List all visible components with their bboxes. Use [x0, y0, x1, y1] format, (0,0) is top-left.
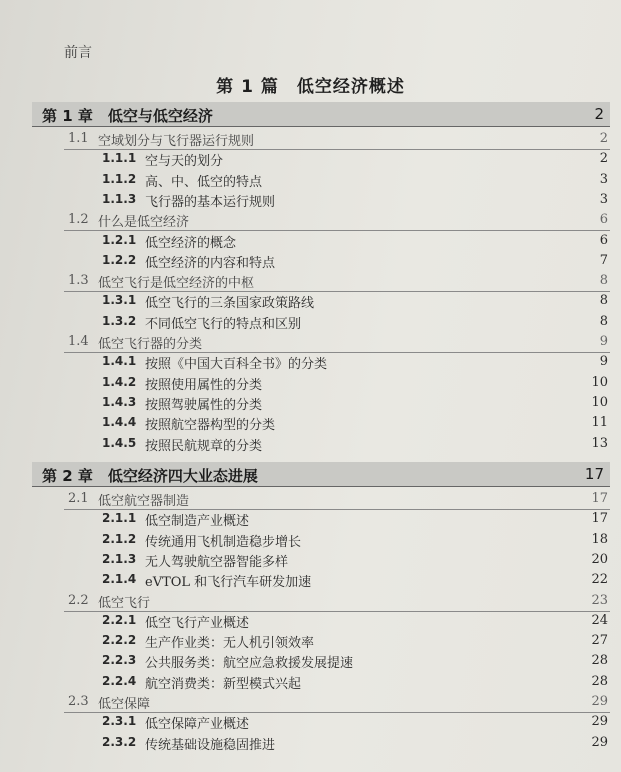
subsection-entry[interactable]	[0, 713, 610, 733]
subsection-number: 2.1.2	[102, 531, 137, 546]
subsection-title: 按照民航规章的分类	[145, 438, 263, 454]
subsection-title: 生产作业类：无人机引领效率	[145, 636, 315, 652]
subsection-title: 飞行器的基本运行规则	[145, 194, 276, 210]
page-number: 8	[599, 313, 608, 329]
subsection-title: 不同低空飞行的特点和区别	[145, 316, 302, 332]
preface-entry[interactable]: 前言	[64, 45, 92, 61]
subsection-number: 2.3.2	[102, 734, 137, 749]
section-number: 1.4	[68, 334, 89, 349]
section-title: 低空飞行	[98, 595, 151, 611]
subsection-number: 1.4.4	[102, 415, 137, 430]
subsection-entry[interactable]	[0, 252, 610, 272]
subsection-entry[interactable]	[0, 673, 610, 693]
page-number: 29	[591, 694, 608, 709]
page-number: 6	[599, 232, 608, 248]
page-number: 7	[599, 252, 608, 268]
subsection-entry[interactable]	[0, 191, 610, 211]
subsection-number: 2.2.2	[102, 633, 137, 648]
section-title: 低空飞行器的分类	[98, 337, 203, 352]
page-number: 3	[599, 171, 608, 187]
chapter-heading[interactable]	[32, 102, 610, 127]
page-number: 6	[599, 212, 608, 228]
page-number: 28	[591, 673, 608, 689]
subsection-entry[interactable]	[0, 510, 610, 530]
page-number: 29	[591, 734, 608, 750]
section-entry[interactable]	[0, 592, 610, 612]
section-title: 低空飞行是低空经济的中枢	[98, 276, 255, 292]
subsection-title: 航空消费类：新型模式兴起	[145, 676, 302, 692]
page-number: 2	[599, 151, 608, 167]
page-number: 27	[591, 633, 608, 649]
subsection-title: 低空经济的概念	[145, 235, 237, 251]
page-number: 17	[591, 511, 608, 527]
section-number: 2.1	[68, 491, 89, 506]
subsection-number: 2.2.1	[102, 612, 137, 627]
section-title: 空域划分与飞行器运行规则	[98, 134, 255, 149]
section-title: 低空航空器制造	[98, 494, 190, 509]
subsection-title: 按照《中国大百科全书》的分类	[145, 357, 328, 373]
subsection-number: 1.4.3	[102, 394, 137, 409]
subsection-number: 2.1.4	[102, 572, 137, 587]
subsection-entry[interactable]	[0, 150, 610, 170]
chapter-title: 第 2 章 低空经济四大业态进展	[42, 467, 258, 485]
subsection-number: 1.3.1	[102, 293, 137, 308]
subsection-entry[interactable]	[0, 531, 610, 551]
page-number: 18	[591, 531, 608, 547]
page-number: 2	[594, 105, 604, 123]
subsection-title: eVTOL 和飞行汽车研发加速	[145, 575, 312, 591]
subsection-number: 1.2.1	[102, 232, 137, 247]
subsection-title: 按照使用属性的分类	[145, 377, 263, 393]
section-entry[interactable]	[0, 333, 610, 353]
section-entry[interactable]	[0, 272, 610, 292]
subsection-entry[interactable]	[0, 353, 610, 373]
chapter-heading[interactable]	[32, 462, 610, 487]
subsection-title: 传统通用飞机制造稳步增长	[145, 534, 302, 550]
subsection-entry[interactable]	[0, 652, 610, 672]
subsection-number: 1.1.2	[102, 171, 137, 186]
section-entry[interactable]	[0, 211, 610, 231]
subsection-entry[interactable]	[0, 632, 610, 652]
subsection-number: 2.2.4	[102, 673, 137, 688]
page-number: 11	[591, 415, 608, 431]
subsection-entry[interactable]	[0, 313, 610, 333]
subsection-title: 按照航空器构型的分类	[145, 418, 276, 434]
section-entry[interactable]	[0, 130, 610, 150]
subsection-entry[interactable]	[0, 292, 610, 312]
subsection-number: 2.2.3	[102, 653, 137, 668]
subsection-entry[interactable]	[0, 171, 610, 191]
page-number: 8	[599, 293, 608, 309]
subsection-entry[interactable]	[0, 414, 610, 434]
subsection-number: 1.3.2	[102, 313, 137, 328]
section-title: 什么是低空经济	[98, 215, 190, 231]
subsection-title: 空与天的划分	[145, 154, 224, 170]
section-title: 低空保障	[98, 697, 151, 712]
subsection-entry[interactable]	[0, 374, 610, 394]
subsection-entry[interactable]	[0, 734, 610, 754]
part-title: 第 1 篇 低空经济概述	[216, 77, 405, 97]
page-number: 13	[591, 435, 608, 451]
subsection-entry[interactable]	[0, 232, 610, 252]
section-number: 2.2	[68, 592, 89, 608]
subsection-title: 低空保障产业概述	[145, 717, 250, 733]
subsection-title: 公共服务类：航空应急救援发展提速	[145, 656, 354, 672]
section-number: 2.3	[68, 694, 89, 709]
section-number: 1.1	[68, 131, 89, 146]
section-number: 1.2	[68, 212, 89, 228]
page-number: 17	[584, 465, 604, 483]
subsection-entry[interactable]	[0, 394, 610, 414]
page-number: 28	[591, 653, 608, 669]
section-entry[interactable]	[0, 693, 610, 713]
subsection-number: 1.4.1	[102, 354, 137, 369]
page-number: 23	[591, 592, 608, 608]
page-number: 2	[599, 131, 608, 146]
subsection-title: 传统基础设施稳固推进	[145, 737, 276, 753]
subsection-title: 高、中、低空的特点	[145, 174, 263, 190]
subsection-number: 1.2.2	[102, 252, 137, 267]
page-number: 8	[599, 273, 608, 289]
subsection-title: 按照驾驶属性的分类	[145, 397, 263, 413]
page-number: 20	[591, 551, 608, 567]
subsection-entry[interactable]	[0, 612, 610, 632]
page-number: 17	[591, 491, 608, 506]
page-number: 29	[591, 714, 608, 730]
page-number: 22	[591, 572, 608, 588]
subsection-number: 1.1.1	[102, 151, 137, 166]
section-entry[interactable]	[0, 490, 610, 510]
subsection-number: 1.4.2	[102, 374, 137, 389]
subsection-title: 低空飞行产业概述	[145, 615, 250, 631]
subsection-number: 1.1.3	[102, 191, 137, 206]
subsection-entry[interactable]	[0, 551, 610, 571]
subsection-entry[interactable]	[0, 435, 610, 455]
page-number: 3	[599, 191, 608, 207]
page-number: 9	[599, 354, 608, 370]
subsection-title: 低空飞行的三条国家政策路线	[145, 296, 315, 312]
subsection-number: 1.4.5	[102, 435, 137, 450]
section-number: 1.3	[68, 273, 89, 289]
subsection-title: 低空制造产业概述	[145, 514, 250, 530]
subsection-number: 2.1.3	[102, 551, 137, 566]
subsection-entry[interactable]	[0, 571, 610, 591]
page-number: 10	[591, 374, 608, 390]
chapter-title: 第 1 章 低空与低空经济	[42, 107, 213, 125]
subsection-number: 2.1.1	[102, 511, 137, 526]
subsection-number: 2.3.1	[102, 714, 137, 729]
subsection-title: 无人驾驶航空器智能多样	[145, 554, 289, 570]
subsection-title: 低空经济的内容和特点	[145, 255, 276, 271]
page-number: 24	[591, 612, 608, 628]
page-number: 10	[591, 394, 608, 410]
page-number: 9	[599, 334, 608, 349]
